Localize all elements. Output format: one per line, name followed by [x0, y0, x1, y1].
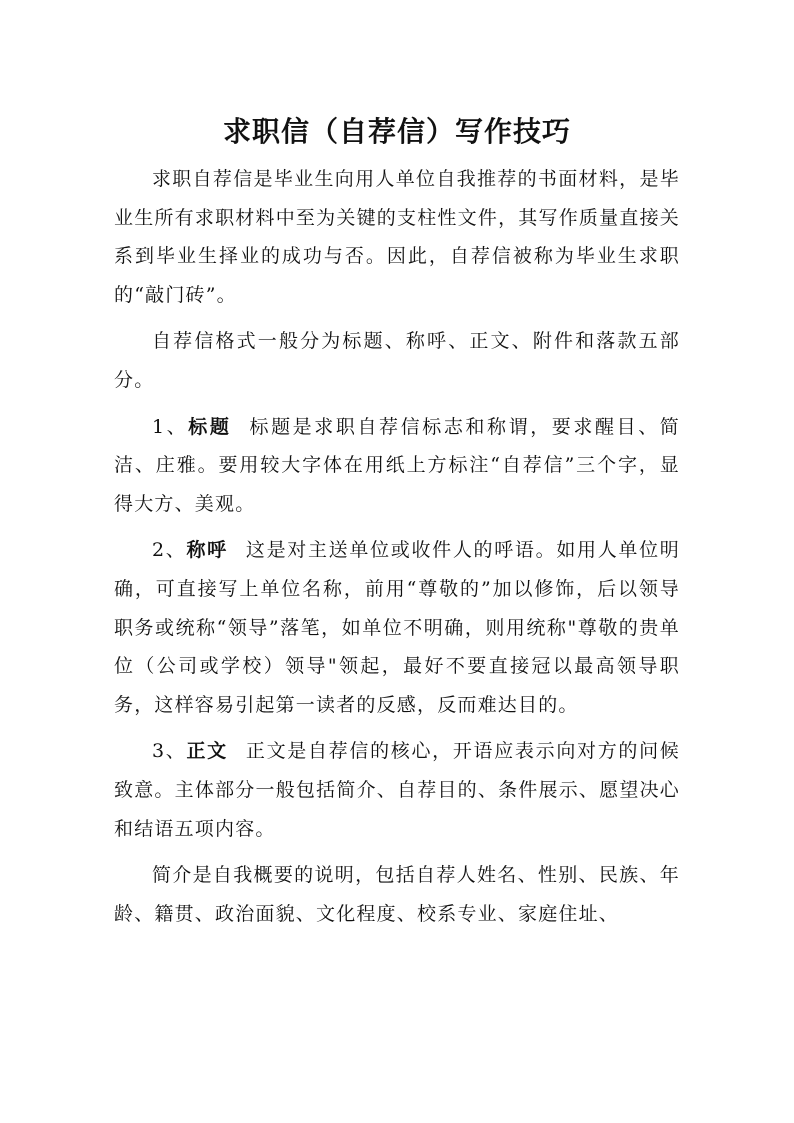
section-number: 3、	[152, 740, 187, 763]
section-heading: 称呼	[186, 539, 228, 562]
page-title: 求职信（自荐信）写作技巧	[222, 115, 571, 148]
paragraph-text: 简介是自我概要的说明，包括自荐人姓名、性别、民族、年龄、籍贯、政治面貌、文化程度、校系专业、家庭住址、	[114, 864, 680, 925]
section-salutation	[114, 531, 680, 724]
section-body	[114, 732, 680, 848]
paragraph-text: 自荐信格式一般分为标题、称呼、正文、附件和落款五部分。	[114, 330, 680, 391]
document-body	[114, 160, 680, 941]
section-text: 正文是自荐信的核心，开语应表示向对方的问候致意。主体部分一般包括简介、自荐目的、条件展示、愿望决心和结语五项内容。	[114, 740, 681, 840]
section-text: 标题是求职自荐信标志和称谓，要求醒目、简洁、庄雅。要用较大字体在用纸上方标注“自荐信”三个字，显得大方、美观。	[114, 415, 680, 515]
paragraph-introduction	[114, 856, 680, 933]
section-title	[114, 408, 680, 524]
section-number: 1、	[152, 415, 189, 438]
section-heading: 标题	[188, 415, 232, 438]
paragraph-text: 求职自荐信是毕业生向用人单位自我推荐的书面材料，是毕业生所有求职材料中至为关键的支柱性文件，其写作质量直接关系到毕业生择业的成功与否。因此，自荐信被称为毕业生求职的“敲门砖”。	[114, 168, 680, 306]
section-text: 这是对主送单位或收件人的呼语。如用人单位明确，可直接写上单位名称，前用“尊敬的”加以修饰，后以领导职务或统称“领导”落笔，如单位不明确，则用统称"尊敬的贵单位（公司或学校）领导"领起，最好不要直接冠以最高领导职务，这样容易引起第一读者的反感，反而难达目的。	[114, 539, 681, 716]
paragraph-intro	[114, 160, 680, 314]
section-heading: 正文	[186, 740, 228, 763]
section-number: 2、	[152, 539, 187, 562]
paragraph-format	[114, 322, 680, 399]
